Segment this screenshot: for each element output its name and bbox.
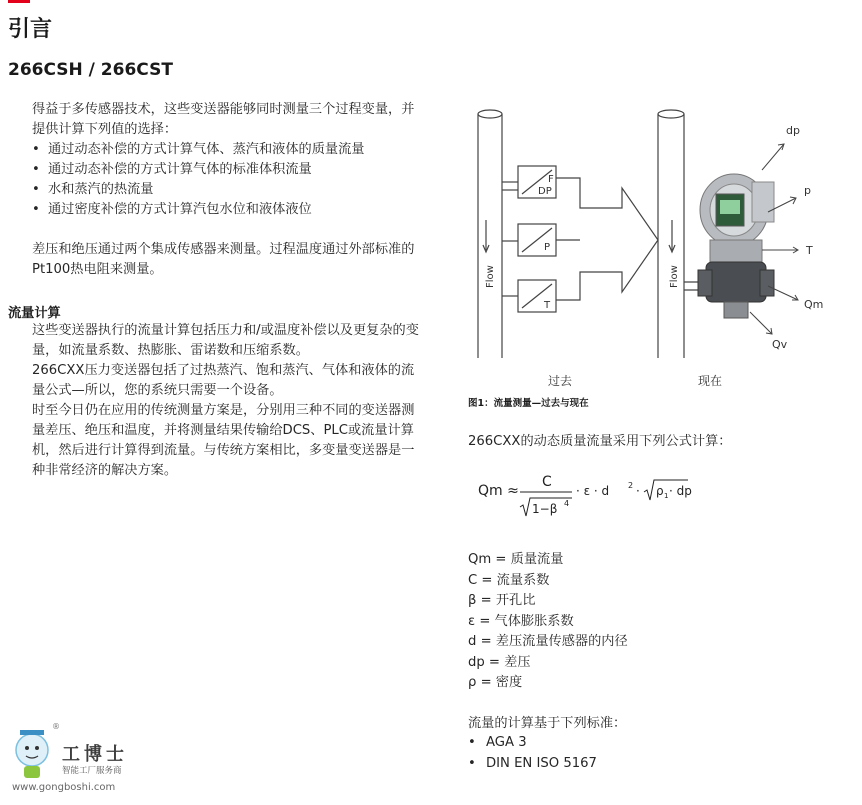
formula-intro: 266CXX的动态质量流量采用下列公式计算： [468,434,732,449]
formula-rho: ρ [656,484,664,498]
multivariable-transmitter-image [698,174,774,318]
formula-dp-term: · dp [669,484,692,498]
flow-calc-paragraph-2: 266CXX压力变送器包括了过热蒸汽、饱和蒸汽、气体和液体的流量公式—所以，您的系统只需要一个设备。 [32,363,415,398]
figure-label-past: 过去 [547,374,572,388]
box-label-dp: DP [538,186,552,197]
header-accent-bar [8,0,30,3]
formula-denominator: 1−β [532,502,558,516]
section-heading: 流量计算 [8,306,61,321]
flow-label-left: Flow [485,265,496,288]
formula-rho-subscript: 1 [664,492,669,500]
right-pipe-top [658,110,684,118]
device-label-qv: Qv [772,338,788,351]
flow-calc-paragraph-3: 时至今日仍在应用的传统测量方案是，分别用三种不同的变送器测量差压、绝压和温度，并将测量结果传输给DCS、PLC或流量计算机，然后进行计算得到流量。与传统方案相比，多变量变送器是一种非常经济的解决方案。 [32,403,415,478]
feature-list [32,140,432,220]
intro-paragraph: 得益于多传感器技术，这些变送器能够同时测量三个过程变量，并提供计算下列值的选择： [32,102,415,137]
box-label-p: P [544,242,551,253]
formula-d-exponent: 2 [628,481,634,490]
standards-intro: 流量的计算基于下列标准： [468,716,627,731]
left-pipe-top [478,110,502,118]
standards-list [468,733,597,774]
formula-lhs: Qm ≈ [478,483,519,499]
logo-subtitle: 智能工厂服务商 [62,766,122,776]
sensor-paragraph: 差压和绝压通过两个集成传感器来测量。过程温度通过外部标准的Pt100热电阻来测量。 [32,242,415,277]
logo-url: www.gongboshi.com [12,782,116,793]
list-item: d = 差压流量传感器的内径 [468,634,628,649]
model-heading: 266CSH / 266CST [8,60,173,80]
list-item: dp = 差压 [468,654,531,670]
figure-caption: 图1：流量测量—过去与现在 [468,398,589,409]
formula-dot: · [636,484,640,498]
figure-label-now: 现在 [697,374,722,388]
list-item: C = 流量系数 [468,572,550,588]
device-label-t: T [806,244,813,257]
list-item: • DIN EN ISO 5167 [468,754,597,775]
formula-beta-exponent: 4 [564,499,570,508]
list-item: Qm = 质量流量 [468,552,564,567]
flow-measurement-figure [462,100,857,390]
list-item: β = 开孔比 [468,593,536,608]
mass-flow-formula [476,464,736,524]
formula-numerator: C [542,474,552,490]
merge-arrow [556,178,658,300]
flow-label-right: Flow [669,265,680,288]
device-label-qm: Qm [804,298,824,311]
list-item: • AGA 3 [468,733,597,754]
list-item: ε = 气体膨胀系数 [468,613,574,629]
page-title: 引言 [8,17,53,42]
registered-mark: ® [52,722,60,731]
list-item: • 通过密度补偿的方式计算汽包水位和液体液位 [32,200,432,220]
formula-rest: · ε · d [576,484,610,498]
list-item: • 通过动态补偿的方式计算气体的标准体积流量 [32,160,432,180]
flow-calc-paragraph-1: 这些变送器执行的流量计算包括压力和/或温度补偿以及更复杂的变量，如流量系数、热膨胀、雷诺数和压缩系数。 [32,323,419,358]
logo-title: 工博士 [62,744,128,765]
box-label-f: F [548,174,554,185]
definitions-list [468,550,628,694]
box-label-t: T [544,300,551,311]
list-item: • 水和蒸汽的热流量 [32,180,432,200]
device-label-p: p [804,184,811,197]
device-label-dp: dp [786,124,800,137]
list-item: ρ = 密度 [468,675,523,690]
list-item: • 通过动态补偿的方式计算气体、蒸汽和液体的质量流量 [32,140,432,160]
